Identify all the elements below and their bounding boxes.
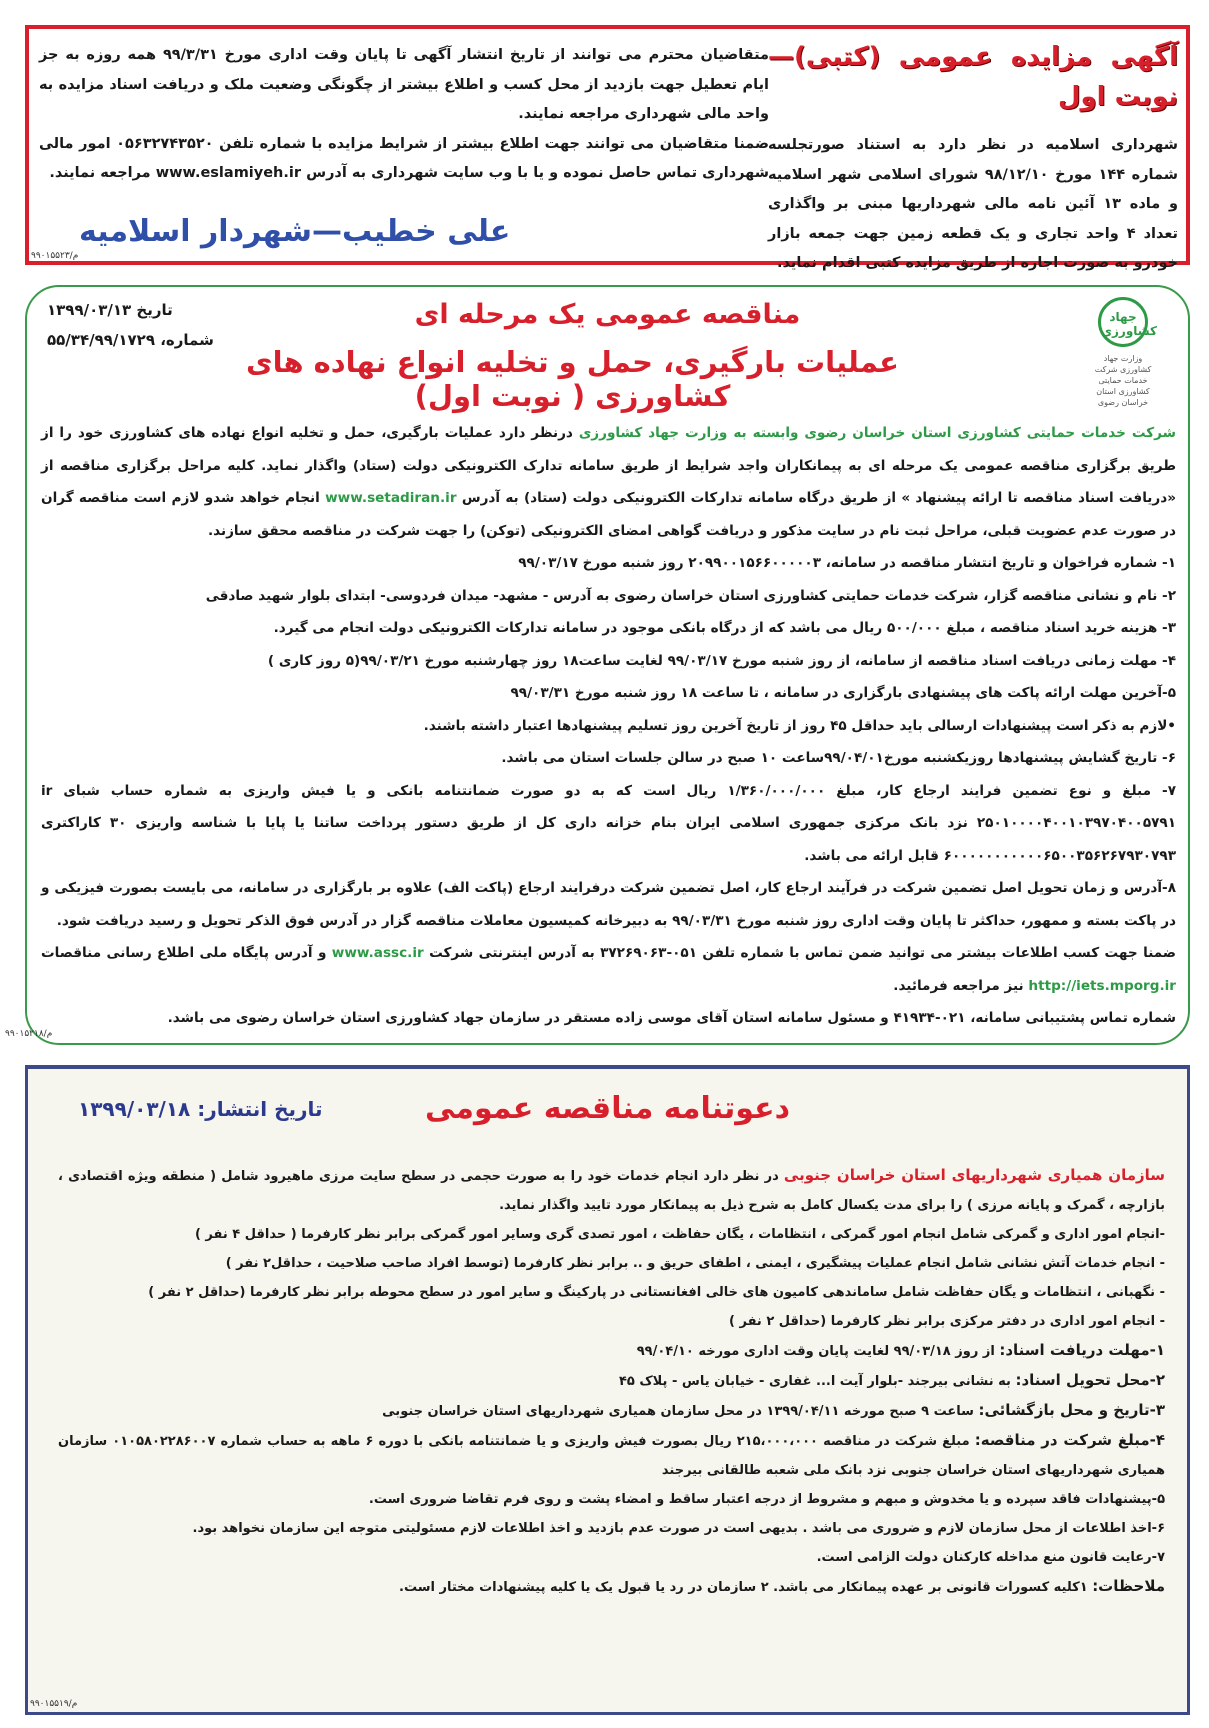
- invitation-body: [58, 1161, 1165, 1602]
- term-item: [58, 1572, 1165, 1602]
- term-item: ۵-پیشنهادات فاقد سپرده و یا مخدوش و مبهم و مشروط از درجه اعتبار ساقط و امضاء پشت و روی فرم تقاضا ضروری است.: [368, 1492, 1165, 1507]
- term-label: ۲-محل تحویل اسناد:: [1015, 1371, 1165, 1389]
- mayor-signature: علی خطیب—شهردار اسلامیه: [79, 214, 511, 249]
- ad-code: م/۹۹۰۱۵۵۲۳: [31, 251, 79, 261]
- org-name: سازمان همیاری شهرداریهای استان خراسان جنوبی: [783, 1166, 1166, 1184]
- intro-text: در نظر دارد انجام خدمات خود را به صورت حجمی در سطح سایت مرزی ماهیرود شامل ( منطقه ویژه اقتصادی ، بازارچه ، گمرک و پایانه مرزی ) را برای مدت یکسال کامل به شرح ذیل به پیمانکار مورد تایید واگذار نماید.: [58, 1169, 1165, 1213]
- auction-visit-info: متقاضیان محترم می توانند از تاریخ انتشار آگهی تا پایان وقت اداری مورخ ۹۹/۳/۳۱ همه روزه به جز ایام تعطیل جهت بازدید از محل کسب و اطلاع بیشتر از چگونگی وضعیت ملک و دریافت اسناد مزایده به واحد مالی شهرداری مراجعه نمایند.: [39, 47, 769, 122]
- term-item: [58, 1396, 1165, 1426]
- term-text: ۱کلیه کسورات قانونی بر عهده پیمانکار می باشد. ۲ سازمان در رد یا قبول یک یا کلیه پیشنهادات مختار است.: [399, 1580, 1093, 1595]
- tender-item: ۳- هزینه خرید اسناد مناقصه ، مبلغ ۵۰۰/۰۰۰ ریال می باشد که از درگاه بانکی موجود در سامانه تدارکات الکترونیکی دولت انجام می گیرد.: [273, 620, 1176, 636]
- term-label: ملاحظات:: [1092, 1577, 1165, 1595]
- tender-item: ۶- تاریخ گشایش پیشنهادها روزیکشنبه مورخ۹۹/۰۴/۰۱ساعت ۱۰ صبح در سالن جلسات استان می باشد.: [501, 750, 1176, 766]
- term-text: از روز ۹۹/۰۳/۱۸ لغایت پایان وقت اداری مورخه ۹۹/۰۴/۱۰: [636, 1344, 1000, 1359]
- tender-item: ۱- شماره فراخوان و تاریخ انتشار مناقصه در سامانه، ۲۰۹۹۰۰۱۵۶۶۰۰۰۰۰۳ روز شنبه مورخ ۹۹/۰۳/۱۷: [518, 555, 1176, 571]
- tender-item: ۴- مهلت زمانی دریافت اسناد مناقصه از سامانه، از روز شنبه مورخ ۹۹/۰۳/۱۷ لغایت ساعت۱۸ روز چهارشنبه مورخ ۹۹/۰۳/۲۱(۵ روز کاری ): [267, 652, 1176, 669]
- intro-text-2: انجام خواهد شدو لازم است مناقصه گران در صورت عدم عضویت قبلی، مراحل ثبت نام در سایت مذکور و دریافت گواهی امضای الکترونیکی (توکن) را جهت شرکت در مناقصه محقق سازند.: [41, 490, 1176, 539]
- term-label: ۱-مهلت دریافت اسناد:: [999, 1341, 1165, 1359]
- invitation-intro: [58, 1161, 1165, 1220]
- ad-code: م/۹۹۰۱۵۵۱۹: [30, 1699, 78, 1709]
- invitation-title: دعوتنامه مناقصه عمومی: [425, 1091, 790, 1126]
- auction-title: آگهی مزایده عمومی (کتبی)—نوبت اول: [768, 42, 1178, 112]
- tender-number: شماره، ۵۵/۳۴/۹۹/۱۷۲۹: [47, 331, 214, 349]
- term-label: ۳-تاریخ و محل بازگشائی:: [978, 1401, 1165, 1419]
- term-item: ۷-رعایت قانون منع مداخله کارکنان دولت الزامی است.: [816, 1550, 1165, 1565]
- service-item: - نگهبانی ، انتظامات و یگان حفاظت شامل ساماندهی کامیون های خالی افغانستانی در پارکینگ و سایر امور در سطح محوطه برابر نظر کارفرما (حداقل ۲ نفر ): [148, 1285, 1165, 1300]
- auction-ad-details: [39, 41, 769, 189]
- auction-ad-eslamiyeh: [25, 25, 1190, 271]
- auction-contact-info: ضمنا متقاضیان می توانند جهت اطلاع بیشتر از شرایط مزایده با شماره تلفن ۰۵۶۳۲۷۴۳۵۲۰ امور مالی شهرداری تماس حاصل نموده و یا با وب سایت شهرداری به آدرس www.eslamiyeh.ir مراجعه نمایند.: [39, 135, 769, 181]
- term-text: ساعت ۹ صبح مورخه ۱۳۹۹/۰۴/۱۱ در محل سازمان همیاری شهرداریهای استان خراسان جنوبی: [382, 1404, 979, 1419]
- tender-title: مناقصه عمومی یک مرحله ای: [414, 299, 801, 330]
- contact-text: ضمنا جهت کسب اطلاعات بیشتر می توانید ضمن تماس با شماره تلفن ۰۵۱-۳۷۲۶۹۰۶۳ به آدرس اینترنتی شرکت: [423, 945, 1176, 961]
- tender-ad-khorasan: [25, 1065, 1190, 1715]
- company-name: شرکت خدمات حمایتی کشاورزی استان خراسان رضوی وابسته به وزارت جهاد کشاورزی: [578, 425, 1176, 441]
- term-item: [58, 1336, 1165, 1366]
- tender-item: ۷- مبلغ و نوع تضمین فرایند ارجاع کار، مبلغ ۱/۳۶۰/۰۰۰/۰۰۰ ریال است که به دو صورت ضمانتنامه بانکی و یا فیش واریزی به شماره حساب شبای ir ۲۵۰۱۰۰۰۰۴۰۰۱۰۳۹۷۰۴۰۰۵۷۹۱ نزد بانک مرکزی جمهوری اسلامی ایران بنام خزانه داری کل از طریق دستور پرداخت ساتنا یا پایا با شناسه واریزی ۳۰ کاراکتری ۶۰۰۰۰۰۰۰۰۰۰۰۶۵۰۰۳۵۶۲۶۷۹۳۰۷۹۳ قابل ارائه می باشد.: [41, 782, 1177, 864]
- ad-code: م/۹۹۰۱۵۲۱۸: [5, 1029, 53, 1039]
- term-item: ۶-اخذ اطلاعات از محل سازمان لازم و ضروری می باشد . بدیهی است در صورت عدم بازدید و اخذ اطلاعات لازم مسئولیتی متوجه این سازمان نخواهد بود.: [192, 1521, 1165, 1536]
- intro-text: درنظر دارد عملیات بارگیری، حمل و تخلیه انواع نهاده های کشاورزی خود را از طریق برگزاری مناقصه عمومی یک مرحله ای به پیمانکاران واجد شرایط از طریق سامانه تدارک الکترونیکی دولت (ستاد) واگذار نماید. کلیه مراحل برگزاری مناقصه از «دریافت اسناد مناقصه تا ارائه پیشنهاد » از طریق درگاه سامانه تدارکات الکترونیکی دولت (ستاد) به آدرس: [41, 425, 1176, 506]
- service-item: - انجام خدمات آتش نشانی شامل انجام عملیات پیشگیری ، ایمنی ، اطفای حریق و .. برابر نظر کارفرما (توسط افراد صاحب صلاحیت ، حداقل۲ نفر ): [225, 1256, 1165, 1271]
- publish-date: تاریخ انتشار: ۱۳۹۹/۰۳/۱۸: [78, 1097, 323, 1121]
- term-label: ۴-مبلغ شرکت در مناقصه:: [974, 1431, 1166, 1449]
- assc-link[interactable]: www.assc.ir: [331, 945, 424, 961]
- term-item: [58, 1366, 1165, 1396]
- service-item: -انجام امور اداری و گمرکی شامل انجام امور گمرکی ، انتظامات ، یگان حفاظت ، امور تصدی گری وسایر امور گمرکی برابر نظر کارفرما ( حداقل ۴ نفر ): [194, 1227, 1165, 1242]
- tender-item: ۲- نام و نشانی مناقصه گزار، شرکت خدمات حمایتی کشاورزی استان خراسان رضوی به آدرس - مشهد- میدان فردوسی- ابتدای بلوار شهید صادقی: [205, 587, 1176, 604]
- logo-caption: وزارت جهاد کشاورزی شرکت خدمات حمایتی کشاورزی استان خراسان رضوی: [1094, 354, 1152, 407]
- iets-link[interactable]: http://iets.mporg.ir: [1028, 977, 1176, 994]
- term-text: به نشانی بیرجند -بلوار آیت ا... غفاری - خیابان یاس - پلاک ۴۵: [618, 1374, 1016, 1389]
- contact-text-3: نیز مراجعه فرمائید.: [893, 977, 1029, 994]
- term-text: مبلغ شرکت در مناقصه ۲۱۵،۰۰۰،۰۰۰ ریال بصورت فیش واریزی و یا ضمانتنامه بانکی با دوره ۶ ماهه به حساب شماره ۰۱۰۵۸۰۲۲۸۶۰۰۷ سازمان همیاری شهرداریهای استان خراسان جنوبی نزد بانک ملی شعبه طالقانی بیرجند: [58, 1434, 1165, 1478]
- tender-contact: [41, 937, 1176, 1002]
- auction-body: شهرداری اسلامیه در نظر دارد به استناد صورتجلسه شماره ۱۴۴ مورخ ۹۸/۱۲/۱۰ شورای اسلامی شهر اسلامیه و ماده ۱۳ آئین نامه مالی شهرداریها مبنی بر واگذاری تعداد ۴ واحد تجاری و یک قطعه زمین جهت جمعه بازار خودرو به صورت اجاره از طریق مزایده کتبی اقدام نماید.: [768, 137, 1178, 271]
- auction-ad-main: [768, 37, 1178, 279]
- contact-text-2: و آدرس پایگاه ملی اطلاع رسانی مناقصات: [41, 945, 332, 961]
- term-item: [58, 1426, 1165, 1485]
- logo-icon: جهاد کشاورزی: [1098, 297, 1148, 347]
- tender-subtitle: عملیات بارگیری، حمل و تخلیه انواع نهاده های کشاورزی ( نوبت اول): [245, 345, 899, 413]
- tender-support: شماره تماس پشتیبانی سامانه، ۰۲۱-۴۱۹۳۴ و مسئول سامانه استان آقای موسی زاده مستقر در سازمان جهاد کشاورزی استان خراسان رضوی می باشد.: [167, 1010, 1176, 1026]
- tender-item: •لازم به ذکر است پیشنهادات ارسالی باید حداقل ۴۵ روز از تاریخ آخرین روز تسلیم پیشنهادها اعتبار داشته باشند.: [423, 717, 1176, 734]
- tender-item: ۵-آخرین مهلت ارائه پاکت های پیشنهادی بارگزاری در سامانه ، تا ساعت ۱۸ روز شنبه مورخ ۹۹/۰۳/۳۱: [510, 685, 1176, 701]
- tender-body: [41, 417, 1176, 1035]
- tender-intro: [41, 417, 1176, 547]
- service-item: - انجام امور اداری در دفتر مرکزی برابر نظر کارفرما (حداقل ۲ نفر ): [729, 1314, 1165, 1329]
- tender-date: تاریخ ۱۳۹۹/۰۳/۱۳: [47, 301, 173, 319]
- setadiran-link[interactable]: www.setadiran.ir: [325, 490, 457, 506]
- tender-ad-jahad: [5, 285, 1190, 1045]
- tender-item: ۸-آدرس و زمان تحویل اصل تضمین شرکت در فرآیند ارجاع کار، اصل تضمین شرکت درفرایند ارجاع (پاکت الف) علاوه بر بارگزاری در سامانه، می بایست بصورت فیزیکی و در پاکت بسته و ممهور، حداکثر تا پایان وقت اداری روز شنبه مورخ ۹۹/۰۳/۳۱ به دبیرخانه کمیسیون معاملات مناقصه گزار در آدرس فوق الذکر تحویل و رسید دریافت شود.: [41, 880, 1176, 929]
